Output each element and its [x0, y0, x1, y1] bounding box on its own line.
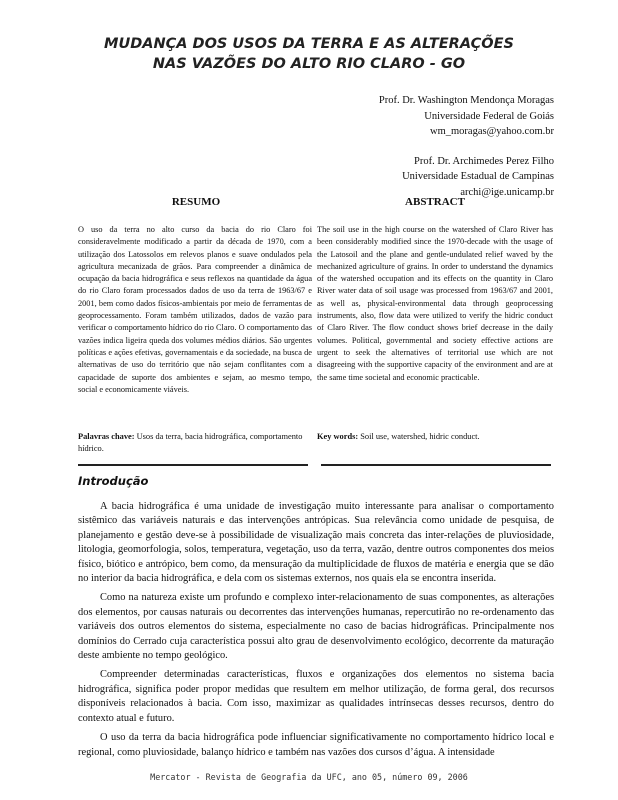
author-2	[379, 154, 554, 201]
body-text	[78, 500, 554, 765]
divider	[78, 464, 308, 466]
resumo-text: O uso da terra no alto curso da bacia do rio Claro foi consideravelmente modificado a partir da década de 1970, com a utilização dos Latossolos em relevos planos e suave ondulados pela agricultura mecanizada de grãos. Para compreender a dinâmica de ocupação da bacia hidrográfica e seus reflexos na quantidade da água do rio Claro foram processados dados de uso da terra de 1963/67 e 2001, bem como dados físicos-ambientais por meio de ferramentas de geoprocessamento. Foram também utilizados, dados de vazão para verificar o comportamento hídrico do rio Claro. O comportamento das vazões indica ligeira queda dos volumes médios diários. São urgentes políticas e ações efetivas, governamentais e da sociedade, na busca de alternativas de uso do território que não sejam conflitantes com a capacidade de suporte dos ambientes e sejam, ao mesmo tempo, social e economicamente viáveis.	[78, 225, 312, 394]
resumo-heading: RESUMO	[171, 196, 221, 208]
abstract-text: The soil use in the high course on the watershed of Claro River has been considerably modified since the 1970-decade with the usage of the Latosoil and the plane and gentle-undulated relief waved by the mechanized agriculture of grains. In order to understand the dynamics of the watershed occupation and its effects on the quantity in Claro River water data of soil usage was processed from 1963/67 and 2001, as well as, physical-environmental data through geoprocessing instruments, also, flow data were utilized to verify the hidric conduct of Claro River. The flow conduct shows brief decrease in the daily volumes. Political, governmental and society effective actions are urgent to seek the alternatives of territorial use which are not disagreeing with the supportive capacity of the environment and are at the same time societal and economic practicable.	[317, 225, 553, 382]
author-name: Prof. Dr. Archimedes Perez Filho	[414, 155, 554, 167]
paragraph: A bacia hidrográfica é uma unidade de investigação muito interessante para analisar o comportamento sistêmico das variáveis naturais e das intervenções antrópicas. Sua relevância como unidade de pesquisa, de planejamento e gestão deve-se à possibilidade de visualização mais concreta das inter-relações de pluviosidade, litologia, geomorfologia, solos, temperatura, vegetação, uso da terra, vazão, dentre outros componentes dos meios físico, biótico e antrópico, bem como, da mensuração da multiplicidade de fluxos de matéria e energia que se dão no interior da bacia hidrográfica, e dela com os sistemas externos, nos quais ela se encontra inserida.	[78, 501, 554, 585]
page-footer: Mercator - Revista de Geografia da UFC, ano 05, número 09, 2006	[150, 772, 468, 782]
title-line: MUDANÇA DOS USOS DA TERRA E AS ALTERAÇÕES	[104, 36, 514, 52]
paragraph: Compreender determinadas características, fluxos e organizações dos elementos no sistema bacia hidrográfica, significa poder propor medidas que resultem em melhor utilização, de forma geral, dos recursos disponíveis relacionados à bacia. Com isso, maximizar as qualidades intrínsecas desses recursos, dentro do contexto atual e futuro.	[78, 669, 554, 724]
keywords-value: Usos da terra, bacia hidrográfica, comportamento hídrico.	[78, 432, 303, 454]
keywords-value: Soil use, watershed, hidric conduct.	[360, 432, 480, 441]
resumo-keywords	[78, 431, 314, 456]
author-affiliation: Universidade Estadual de Campinas	[402, 171, 554, 182]
title-line: NAS VAZÕES DO ALTO RIO CLARO - GO	[152, 56, 466, 72]
author-1	[379, 93, 554, 140]
paragraph: Como na natureza existe um profundo e complexo inter-relacionamento de suas componentes, as alterações dos elementos, por causas naturais ou decorrentes das intervenções humanas, repercutirão no re-ordenamento das variáveis dos outros elementos do sistema, especialmente no caso de bacias hidrográficas. Principalmente nos domínios do Cerrado cuja característica possui alto grau de desenvolvimento ecológico, decorrente da maturação deste ambiente no tempo geológico.	[78, 592, 554, 662]
section-title: Introdução	[78, 474, 149, 488]
author-name: Prof. Dr. Washington Mendonça Moragas	[378, 95, 554, 106]
abstract-heading: ABSTRACT	[405, 196, 465, 208]
author-email: archi@ige.unicamp.br	[460, 186, 554, 198]
paper-title	[0, 34, 618, 74]
keywords-label: Key words:	[317, 432, 359, 441]
divider	[321, 464, 551, 466]
keywords-label: Palavras chave:	[78, 432, 135, 441]
abstract-keywords	[317, 431, 553, 443]
author-email: wm_moragas@yahoo.com.br	[430, 126, 554, 137]
paragraph: O uso da terra da bacia hidrográfica pode influenciar significativamente no comportamento hídrico local e regional, como pluviosidade, balanço hídrico e também nas vazões dos cursos d’água. A intensidade	[78, 732, 554, 758]
author-affiliation: Universidade Federal de Goiás	[424, 110, 554, 122]
